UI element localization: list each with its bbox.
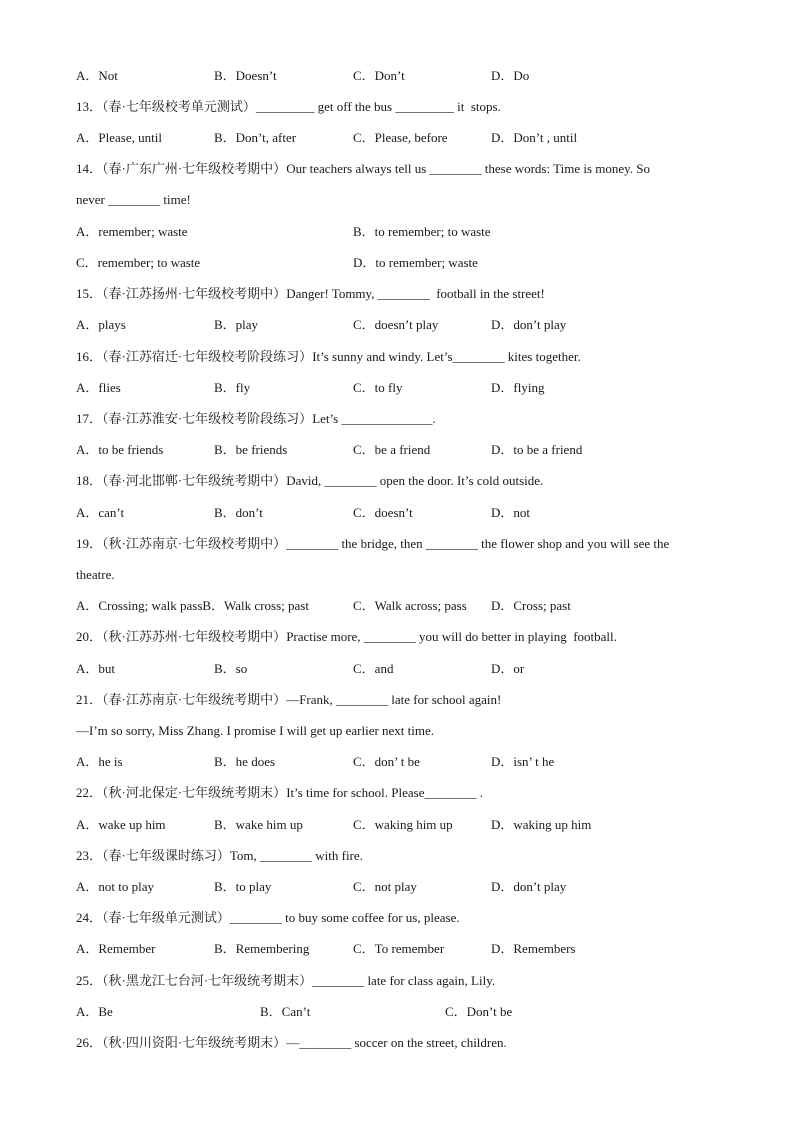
option: D．to remember; waste [353, 255, 478, 270]
option: D．Remembers [491, 941, 576, 956]
question-25: 25．（秋·黑龙江七台河·七年级统考期末）________ late for class again, Lily. [76, 973, 496, 988]
option: D．flying [491, 380, 545, 395]
question-14-continued: never ________ time! [76, 192, 191, 207]
option: A．Be [76, 1004, 113, 1019]
option: D．don’t play [491, 317, 567, 332]
option: A．not to play [76, 879, 154, 894]
option: C．Don’t [353, 68, 405, 83]
option: C．to fly [353, 380, 403, 395]
option: B．to remember; to waste [353, 224, 491, 239]
option: A．Crossing; walk passB．Walk cross; past [76, 598, 309, 613]
option: C．not play [353, 879, 417, 894]
option: A．remember; waste [76, 224, 188, 239]
option: B．don’t [214, 505, 263, 520]
option: B．he does [214, 754, 276, 769]
option: D．isn’ t he [491, 754, 555, 769]
option: D．not [491, 505, 531, 520]
option: C．doesn’t play [353, 317, 439, 332]
question-14: 14．（春·广东广州·七年级校考期中）Our teachers always tell us ________ these words: Time is money. So [76, 161, 651, 176]
option: A．flies [76, 380, 121, 395]
option: D．Do [491, 68, 530, 83]
option: B．Doesn’t [214, 68, 277, 83]
option: B．wake him up [214, 817, 303, 832]
question-20: 20．（秋·江苏苏州·七年级校考期中）Practise more, ________ you will do better in playing football. [76, 629, 617, 644]
option: A．plays [76, 317, 126, 332]
option: D．Don’t , until [491, 130, 578, 145]
option: A．to be friends [76, 442, 164, 457]
question-21-continued: —I’m so sorry, Miss Zhang. I promise I will get up earlier next time. [76, 723, 435, 738]
question-19-continued: theatre. [76, 567, 115, 582]
option: C．Please, before [353, 130, 448, 145]
option: A．but [76, 661, 116, 676]
option: B．fly [214, 380, 251, 395]
option: A．Remember [76, 941, 156, 956]
option: B．so [214, 661, 248, 676]
question-15: 15．（春·江苏扬州·七年级校考期中）Danger! Tommy, ________ football in the street! [76, 286, 545, 301]
option: A．Not [76, 68, 118, 83]
option: D．don’t play [491, 879, 567, 894]
question-19: 19．（秋·江苏南京·七年级校考期中）________ the bridge, then ________ the flower shop and you will see the [76, 536, 670, 551]
option: B．Remembering [214, 941, 310, 956]
question-26: 26．（秋·四川资阳·七年级统考期末）—________ soccer on the street, children. [76, 1035, 507, 1050]
option: C．Don’t be [445, 1004, 513, 1019]
option: A．wake up him [76, 817, 166, 832]
option: C．waking him up [353, 817, 453, 832]
question-17: 17．（春·江苏淮安·七年级校考阶段练习）Let’s ______________. [76, 411, 436, 426]
question-13: 13．（春·七年级校考单元测试）_________ get off the bus _________ it stops. [76, 99, 501, 114]
option: B．to play [214, 879, 272, 894]
option: C．remember; to waste [76, 255, 201, 270]
option: D．Cross; past [491, 598, 571, 613]
option: D．or [491, 661, 525, 676]
option: A．Please, until [76, 130, 162, 145]
option: D．waking up him [491, 817, 592, 832]
option: C．Walk across; pass [353, 598, 467, 613]
question-22: 22．（秋·河北保定·七年级统考期末）It’s time for school. Please________ . [76, 785, 483, 800]
option: B．Don’t, after [214, 130, 297, 145]
option: A．he is [76, 754, 123, 769]
option: C．don’ t be [353, 754, 420, 769]
option: C．To remember [353, 941, 445, 956]
option: C．be a friend [353, 442, 431, 457]
option: C．doesn’t [353, 505, 413, 520]
option: D．to be a friend [491, 442, 583, 457]
option: B．Can’t [260, 1004, 311, 1019]
question-18: 18．（春·河北邯郸·七年级统考期中）David, ________ open the door. It’s cold outside. [76, 473, 544, 488]
option: B．be friends [214, 442, 288, 457]
question-24: 24．（春·七年级单元测试）________ to buy some coffee for us, please. [76, 910, 460, 925]
question-16: 16．（春·江苏宿迁·七年级校考阶段练习）It’s sunny and windy. Let’s________ kites together. [76, 349, 581, 364]
option: A．can’t [76, 505, 125, 520]
option: C．and [353, 661, 394, 676]
option: B．play [214, 317, 259, 332]
question-23: 23．（春·七年级课时练习）Tom, ________ with fire. [76, 848, 363, 863]
question-21: 21．（春·江苏南京·七年级统考期中）—Frank, ________ late for school again! [76, 692, 502, 707]
